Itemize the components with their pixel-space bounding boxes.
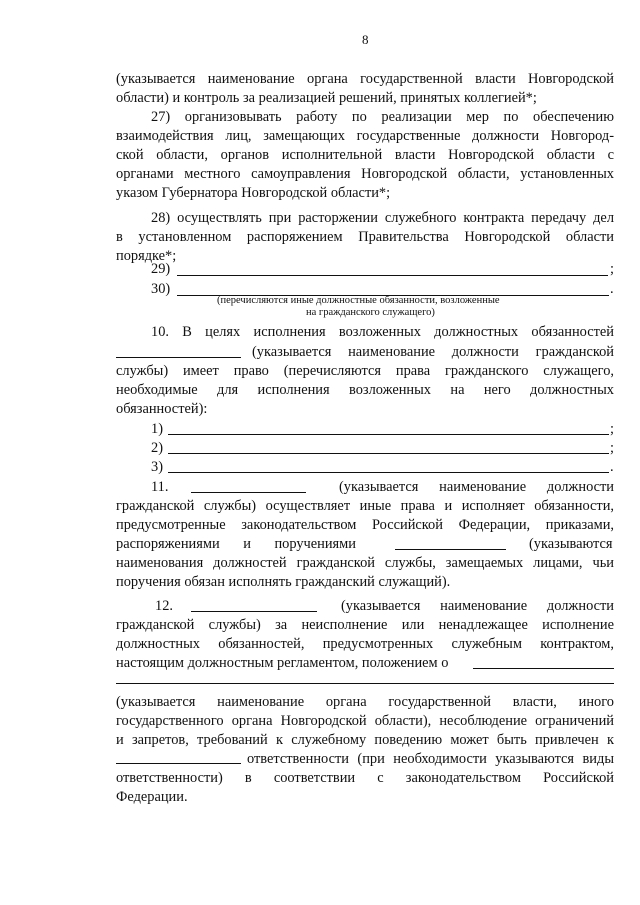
text-line: 10. В целях исполнения возложенных должностных обязанностей bbox=[151, 324, 614, 340]
text-line: распоряжениями и поручениями bbox=[116, 536, 356, 552]
text-line: в установленном распоряжением Правительства Новгородской области bbox=[116, 229, 614, 245]
text-line: 28) осуществлять при расторжении служебного контракта передачу дел bbox=[151, 210, 614, 226]
text-line: указом Губернатора Новгородской области*; bbox=[116, 185, 391, 201]
blank-line bbox=[395, 549, 506, 550]
line-end-mark: ; bbox=[610, 440, 614, 456]
text-line: наименования должностей гражданской службы, замещаемых лицами, чьи bbox=[116, 555, 614, 571]
item-number: 11. bbox=[151, 479, 169, 495]
footnote-hint: (перечисляются иные должностные обязанности, возложенные bbox=[217, 295, 500, 306]
text-line: (указывается наименование должности bbox=[341, 598, 614, 614]
item-number: 29) bbox=[151, 261, 171, 277]
text-line: (указываются bbox=[529, 536, 613, 552]
text-line: взаимодействия лиц, замещающих государственные должности Новгород- bbox=[116, 128, 614, 144]
text-line: порядке*; bbox=[116, 248, 177, 264]
text-line: должностных обязанностей, предусмотренных служебным контрактом, bbox=[116, 636, 614, 652]
line-end-mark: ; bbox=[610, 421, 614, 437]
text-line: предусмотренные законодательством Российской Федерации, приказами, bbox=[116, 517, 614, 533]
line-end-mark: . bbox=[610, 459, 614, 475]
text-line: и запретов, требований к служебному поведению может быть привлечен к bbox=[116, 732, 614, 748]
text-line: настоящим должностным регламентом, положением о bbox=[116, 655, 449, 671]
text-line: обязанностей): bbox=[116, 401, 208, 417]
item-number: 3) bbox=[151, 459, 163, 475]
item-number: 30) bbox=[151, 281, 171, 297]
text-line: 27) организовывать работу по реализации мер по обеспечению bbox=[151, 109, 614, 125]
line-end-mark: ; bbox=[610, 261, 614, 277]
text-line: (указывается наименование органа государственной власти, иного bbox=[116, 694, 614, 710]
blank-line bbox=[191, 492, 306, 493]
text-line: службы) имеет право (перечисляются права гражданского служащего, bbox=[116, 363, 614, 379]
text-line: ской области, органов исполнительной власти Новгородской области с bbox=[116, 147, 614, 163]
blank-line bbox=[168, 434, 609, 435]
blank-line bbox=[116, 357, 241, 358]
item-number: 12. bbox=[155, 598, 173, 614]
blank-line bbox=[116, 683, 614, 684]
blank-line bbox=[168, 472, 609, 473]
text-line: гражданской службы) за неисполнение или ненадлежащее исполнение bbox=[116, 617, 614, 633]
text-line: ответственности (при необходимости указываются виды bbox=[247, 751, 614, 767]
text-line: органами местного самоуправления Новгородской области, установленных bbox=[116, 166, 614, 182]
line-end-mark: . bbox=[610, 281, 614, 297]
text-line: государственного органа Новгородской области), несоблюдение ограничений bbox=[116, 713, 614, 729]
text-line: (указывается наименование органа государственной власти Новгородской bbox=[116, 71, 614, 87]
text-line: (указывается наименование должности гражданской bbox=[252, 344, 614, 360]
blank-line bbox=[191, 611, 317, 612]
text-line: Федерации. bbox=[116, 789, 188, 805]
blank-line bbox=[168, 453, 609, 454]
page-number: 8 bbox=[362, 32, 369, 47]
text-line: области) и контроль за реализацией решений, принятых коллегией*; bbox=[116, 90, 537, 106]
blank-line bbox=[116, 763, 241, 764]
blank-line bbox=[473, 668, 614, 669]
footnote-hint: на гражданского служащего) bbox=[306, 307, 435, 318]
text-line: поручения обязан исполнять гражданский служащий). bbox=[116, 574, 451, 590]
text-line: (указывается наименование должности bbox=[339, 479, 614, 495]
blank-line bbox=[177, 275, 608, 276]
text-line: необходимые для исполнения возложенных на него должностных bbox=[116, 382, 614, 398]
item-number: 2) bbox=[151, 440, 163, 456]
item-number: 1) bbox=[151, 421, 163, 437]
text-line: ответственности) в соответствии с законодательством Российской bbox=[116, 770, 614, 786]
text-line: гражданской службы) осуществляет иные права и исполняет обязанности, bbox=[116, 498, 614, 514]
